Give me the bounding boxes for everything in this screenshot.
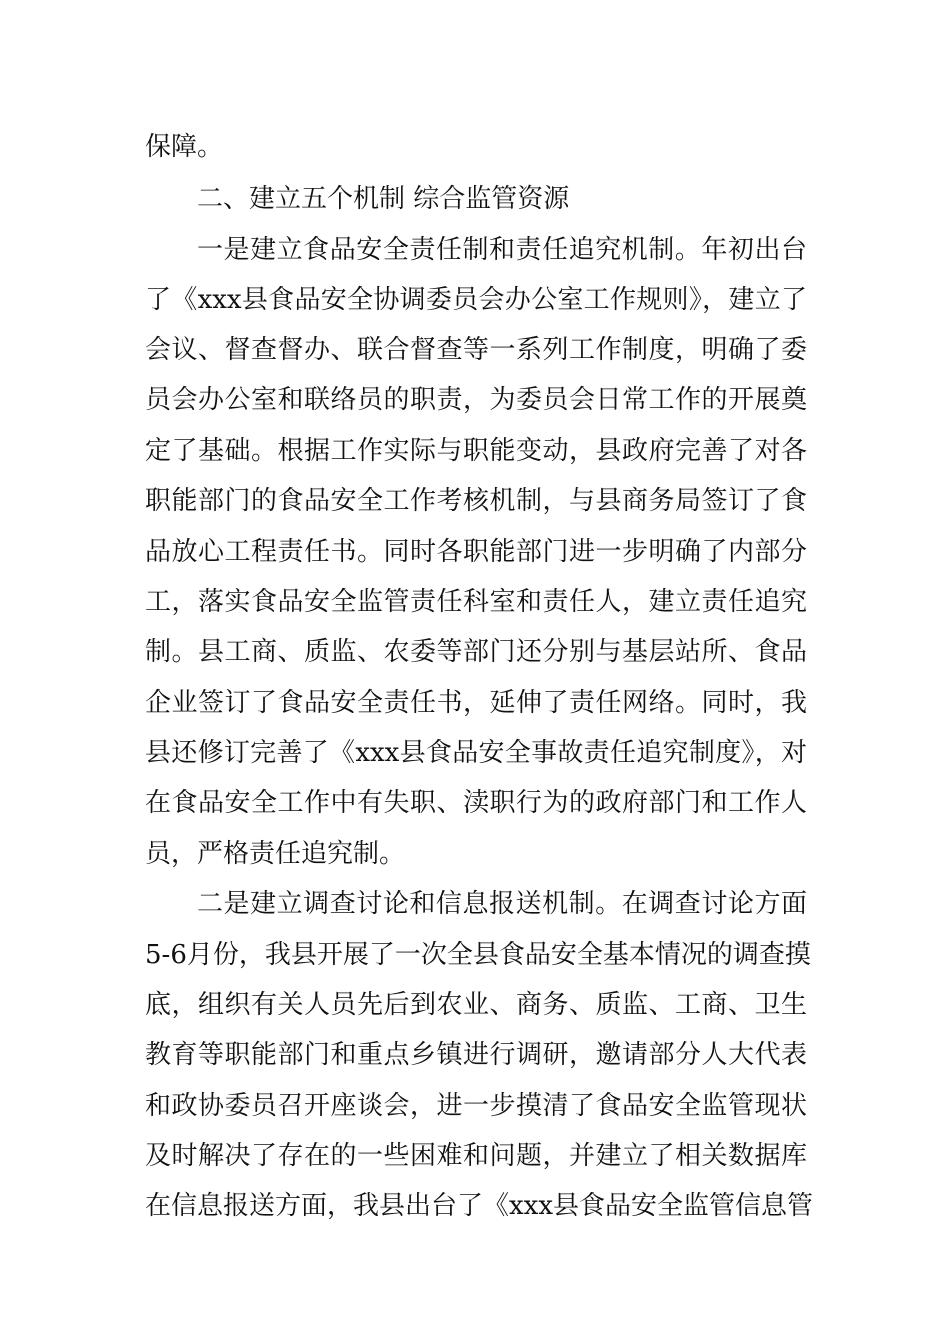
paragraph-1-line-5: 定了基础。根据工作实际与职能变动，县政府完善了对各	[145, 436, 807, 466]
text-line-1: 保障。	[145, 132, 224, 162]
paragraph-1-line-9: 制。县工商、质监、农委等部门还分别与基层站所、食品	[145, 637, 807, 667]
paragraph-2-line-3: 底，组织有关人员先后到农业、商务、质监、工商、卫生	[145, 990, 807, 1020]
paragraph-1-line-12: 在食品安全工作中有失职、渎职行为的政府部门和工作人	[145, 788, 807, 818]
paragraph-1-line-13: 员，严格责任追究制。	[145, 839, 406, 869]
paragraph-1-line-1: 一是建立食品安全责任制和责任追究机制。年初出台	[197, 235, 807, 265]
paragraph-1-line-8: 工，落实食品安全监管责任科室和责任人，建立责任追究	[145, 587, 807, 617]
paragraph-2-line-5: 和政协委员召开座谈会，进一步摸清了食品安全监管现状	[145, 1091, 807, 1121]
paragraph-1-line-4: 员会办公室和联络员的职责，为委员会日常工作的开展奠	[145, 385, 807, 415]
paragraph-2-line-4: 教育等职能部门和重点乡镇进行调研，邀请部分人大代表	[145, 1040, 807, 1070]
paragraph-2-line-6: 及时解决了存在的一些困难和问题，并建立了相关数据库	[145, 1141, 807, 1171]
paragraph-2-line-1: 二是建立调查讨论和信息报送机制。在调查讨论方面	[197, 889, 807, 919]
paragraph-1-line-10: 企业签订了食品安全责任书，延伸了责任网络。同时，我	[145, 688, 807, 718]
paragraph-1-line-6: 职能部门的食品安全工作考核机制，与县商务局签订了食	[145, 486, 807, 516]
paragraph-1-line-2: 了《xxx县食品安全协调委员会办公室工作规则》，建立了	[145, 285, 807, 315]
paragraph-1-line-11: 县还修订完善了《xxx县食品安全事故责任追究制度》，对	[145, 738, 807, 768]
section-heading: 二、建立五个机制 综合监管资源	[197, 184, 570, 214]
paragraph-1-line-7: 品放心工程责任书。同时各职能部门进一步明确了内部分	[145, 537, 807, 567]
paragraph-2-line-2: 5-6月份，我县开展了一次全县食品安全基本情况的调查摸	[145, 940, 811, 970]
paragraph-2-line-7: 在信息报送方面，我县出台了《xxx县食品安全监管信息管	[145, 1191, 813, 1221]
paragraph-1-line-3: 会议、督查督办、联合督查等一系列工作制度，明确了委	[145, 335, 807, 365]
